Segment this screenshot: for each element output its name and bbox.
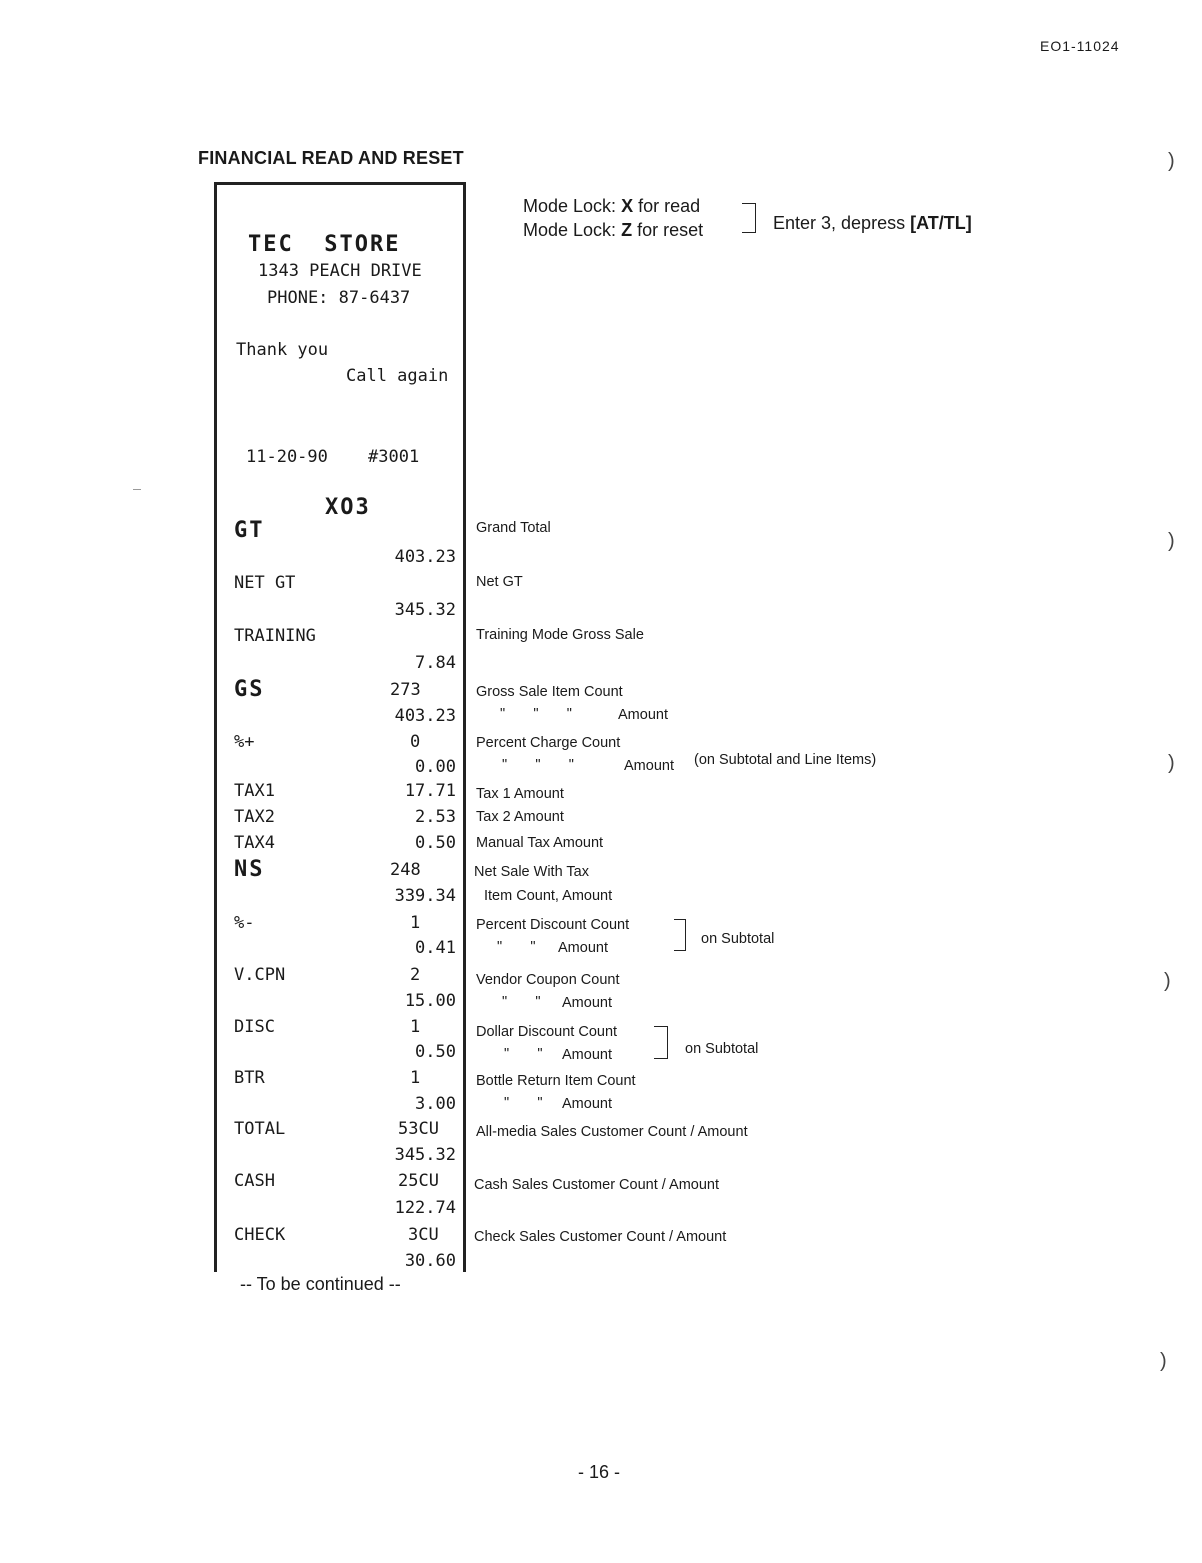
receipt-label-check: CHECK	[234, 1225, 286, 1245]
receipt-amount-cash: 122.74	[394, 1198, 456, 1218]
mode-bracket	[742, 203, 756, 233]
receipt-label-cash: CASH	[234, 1171, 275, 1191]
annotation-grand-total: Grand Total	[476, 520, 551, 536]
annotation-net-gt: Net GT	[476, 574, 523, 590]
receipt-label-vcpn: V.CPN	[234, 965, 286, 985]
annotation-tax1: Tax 1 Amount	[476, 786, 564, 802]
receipt-count-pct-plus: 0	[410, 732, 421, 752]
receipt-store-name: TEC STORE	[248, 232, 401, 257]
annotation-ns-2: Item Count, Amount	[484, 888, 613, 904]
receipt-amount-ns: 339.34	[394, 886, 456, 906]
annotation-br-ditto: " "	[504, 1095, 543, 1111]
receipt-count-total: 53CU	[398, 1119, 439, 1139]
annotation-br-count: Bottle Return Item Count	[476, 1073, 636, 1089]
annotation-training: Training Mode Gross Sale	[476, 627, 644, 643]
instruction-key: [AT/TL]	[910, 213, 972, 233]
to-be-continued: -- To be continued --	[240, 1274, 401, 1294]
document-number: EO1-11024	[1040, 38, 1120, 54]
annotation-tax2: Tax 2 Amount	[476, 809, 564, 825]
receipt-amount-btr: 3.00	[415, 1094, 456, 1114]
mode-key-x: X	[621, 196, 634, 216]
annotation-ns-1: Net Sale With Tax	[474, 864, 589, 880]
receipt-amount-tax4: 0.50	[415, 833, 456, 853]
receipt-label-ns: NS	[234, 857, 265, 882]
receipt-amount-disc: 0.50	[415, 1042, 456, 1062]
receipt-label-pct-minus: %-	[234, 913, 255, 933]
annotation-pc-count: Percent Charge Count	[476, 735, 621, 751]
annotation-pd-note: on Subtotal	[701, 931, 775, 947]
annotation-pc-ditto: " " "	[502, 757, 574, 773]
receipt-count-cash: 25CU	[398, 1171, 439, 1191]
annotation-gs-ditto: " " "	[500, 706, 572, 722]
receipt-call-again: Call again	[346, 366, 449, 386]
mode-read-text: for read	[638, 196, 701, 216]
mode-reset-text: for reset	[637, 220, 704, 240]
receipt-label-gt: GT	[234, 518, 265, 543]
receipt-count-disc: 1	[410, 1017, 421, 1037]
section-title: FINANCIAL READ AND RESET	[198, 148, 464, 168]
receipt-thank-you: Thank you	[236, 340, 329, 360]
receipt-count-pct-minus: 1	[410, 913, 421, 933]
receipt-count-btr: 1	[410, 1068, 421, 1088]
annotation-cash: Cash Sales Customer Count / Amount	[474, 1177, 720, 1193]
receipt-count-check: 3CU	[408, 1225, 439, 1245]
annotation-br-amount: Amount	[562, 1096, 612, 1112]
receipt-count-ns: 248	[390, 860, 421, 880]
edge-mark: )	[1168, 752, 1175, 774]
receipt-amount-tax2: 2.53	[415, 807, 456, 827]
receipt-amount-check: 30.60	[404, 1251, 456, 1271]
page-number: - 16 -	[578, 1462, 621, 1482]
annotation-vc-count: Vendor Coupon Count	[476, 972, 620, 988]
receipt-label-btr: BTR	[234, 1068, 265, 1088]
receipt-amount-training: 7.84	[415, 653, 456, 673]
mode-lock-label: Mode Lock:	[523, 196, 617, 216]
edge-mark: )	[1160, 1350, 1167, 1372]
annotation-pc-amount: Amount	[624, 758, 674, 774]
receipt-label-pct-plus: %+	[234, 732, 255, 752]
receipt-phone: PHONE: 87-6437	[267, 288, 411, 308]
receipt-amount-gt: 403.23	[394, 547, 456, 567]
annotation-dd-count: Dollar Discount Count	[476, 1024, 618, 1040]
receipt-address: 1343 PEACH DRIVE	[258, 261, 422, 281]
edge-mark: )	[1168, 150, 1175, 172]
annotation-dd-amount: Amount	[562, 1047, 612, 1063]
receipt-amount-vcpn: 15.00	[404, 991, 456, 1011]
edge-mark: )	[1168, 530, 1175, 552]
pd-bracket	[674, 919, 686, 951]
dd-bracket	[654, 1026, 668, 1059]
instruction-text: Enter 3, depress	[773, 213, 906, 233]
receipt-label-net-gt: NET GT	[234, 573, 296, 593]
annotation-pd-count: Percent Discount Count	[476, 917, 630, 933]
receipt-label-total: TOTAL	[234, 1119, 286, 1139]
receipt-amount-gs: 403.23	[394, 706, 456, 726]
receipt-amount-total: 345.32	[394, 1145, 456, 1165]
receipt-amount-net-gt: 345.32	[394, 600, 456, 620]
mode-lock-label: Mode Lock:	[523, 220, 617, 240]
annotation-vc-ditto: " "	[502, 994, 541, 1010]
annotation-dd-ditto: " "	[504, 1046, 543, 1062]
receipt-report-id: XO3	[325, 495, 371, 520]
receipt-amount-pct-plus: 0.00	[415, 757, 456, 777]
receipt-count-vcpn: 2	[410, 965, 421, 985]
edge-mark: )	[1164, 970, 1171, 992]
annotation-dd-note: on Subtotal	[685, 1041, 759, 1057]
receipt-label-tax1: TAX1	[234, 781, 275, 801]
receipt-label-tax2: TAX2	[234, 807, 275, 827]
annotation-pd-ditto: " "	[497, 939, 536, 955]
mode-instruction	[773, 213, 972, 234]
receipt-label-gs: GS	[234, 677, 265, 702]
receipt-label-disc: DISC	[234, 1017, 275, 1037]
receipt-amount-pct-minus: 0.41	[415, 938, 456, 958]
annotation-vc-amount: Amount	[562, 995, 612, 1011]
annotation-pc-note: (on Subtotal and Line Items)	[694, 752, 877, 768]
annotation-gs-amount: Amount	[618, 707, 668, 723]
mode-key-z: Z	[621, 220, 633, 240]
annotation-total: All-media Sales Customer Count / Amount	[476, 1124, 748, 1140]
receipt-count-gs: 273	[390, 680, 421, 700]
mode-lock-reset	[523, 220, 703, 241]
annotation-tax4: Manual Tax Amount	[476, 835, 604, 851]
mode-lock-read	[523, 196, 700, 217]
receipt-label-training: TRAINING	[234, 626, 316, 646]
receipt-number: #3001	[368, 447, 420, 467]
annotation-check: Check Sales Customer Count / Amount	[474, 1229, 727, 1245]
scan-tick	[133, 489, 141, 490]
receipt-date: 11-20-90	[246, 447, 328, 467]
annotation-gs-count: Gross Sale Item Count	[476, 684, 623, 700]
annotation-pd-amount: Amount	[558, 940, 608, 956]
receipt-label-tax4: TAX4	[234, 833, 275, 853]
receipt-amount-tax1: 17.71	[404, 781, 456, 801]
